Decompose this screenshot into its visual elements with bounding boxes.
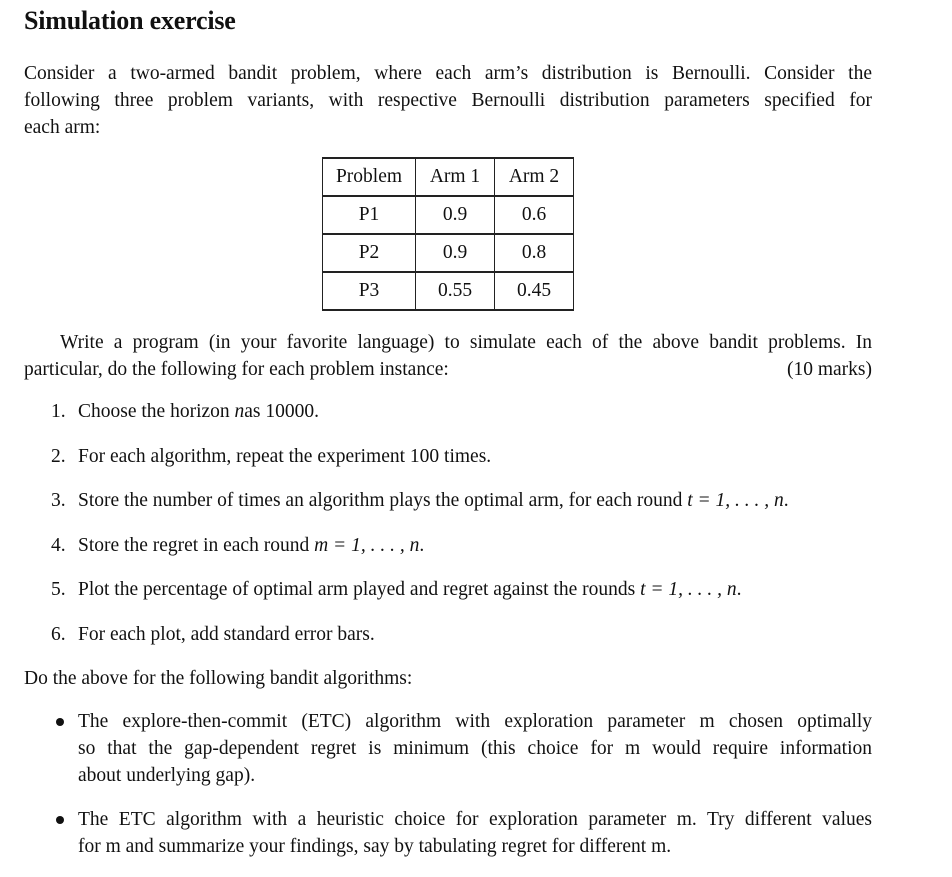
step-math: n bbox=[234, 401, 245, 422]
step-text: For each algorithm, repeat the experiment 100 times. bbox=[78, 445, 492, 467]
steps-list bbox=[51, 398, 789, 665]
list-item bbox=[51, 532, 789, 577]
table-row bbox=[323, 234, 574, 272]
table-header-row bbox=[323, 158, 574, 196]
step-text: Plot the percentage of optimal arm played and regret against the rounds bbox=[78, 579, 636, 600]
task-paragraph bbox=[24, 329, 872, 383]
step-number: 6. bbox=[51, 623, 66, 645]
step-math: m = 1, . . . , n bbox=[314, 534, 420, 556]
cell-arm-1: 0.55 bbox=[416, 272, 495, 310]
header-problem: Problem bbox=[323, 158, 416, 196]
task-line: Write a program (in your favorite language) to simulate each of the above bandit problems. In bbox=[60, 332, 872, 353]
page-title: Simulation exercise bbox=[24, 6, 236, 35]
intro-paragraph bbox=[24, 60, 872, 141]
step-text: Store the regret in each round bbox=[78, 534, 310, 556]
step-tail: as 10000. bbox=[244, 401, 320, 422]
cell-arm-1: 0.9 bbox=[416, 234, 495, 272]
cell-arm-2: 0.45 bbox=[495, 272, 574, 310]
step-tail: . bbox=[736, 579, 742, 600]
step-math: t = 1, . . . , n bbox=[640, 579, 737, 600]
marks-label: (10 marks) bbox=[786, 359, 872, 380]
algo-line: The ETC algorithm with a heuristic choice for exploration parameter m. Try different values bbox=[78, 809, 872, 830]
cell-problem: P1 bbox=[323, 196, 416, 234]
algo-line: about underlying gap). bbox=[78, 765, 256, 786]
step-tail: . bbox=[419, 534, 425, 556]
algorithms-list bbox=[54, 708, 872, 877]
list-item bbox=[51, 443, 789, 488]
step-number: 1. bbox=[51, 401, 66, 422]
algo-line: The explore-then-commit (ETC) algorithm with exploration parameter m chosen optimally bbox=[78, 711, 872, 732]
cell-problem: P3 bbox=[323, 272, 416, 310]
task-line: particular, do the following for each problem instance: bbox=[24, 359, 449, 380]
task-line-with-marks bbox=[24, 356, 872, 383]
algo-line: for m and summarize your findings, say by tabulating regret for different m. bbox=[78, 836, 672, 857]
intro-line: Consider a two-armed bandit problem, where each arm’s distribution is Bernoulli. Consider the bbox=[24, 63, 872, 84]
list-item bbox=[51, 576, 789, 621]
cell-arm-2: 0.6 bbox=[495, 196, 574, 234]
list-item bbox=[51, 621, 789, 666]
step-number: 4. bbox=[51, 534, 66, 556]
header-arm-1: Arm 1 bbox=[416, 158, 495, 196]
step-tail: . bbox=[783, 490, 789, 511]
algo-line: so that the gap-dependent regret is minimum (this choice for m would require information bbox=[78, 738, 872, 759]
step-math: t = 1, . . . , n bbox=[687, 490, 784, 511]
list-item bbox=[54, 708, 872, 789]
table-row bbox=[323, 272, 574, 310]
step-text: For each plot, add standard error bars. bbox=[78, 623, 375, 645]
list-item bbox=[54, 806, 872, 860]
intro-line: following three problem variants, with respective Bernoulli distribution parameters specified for bbox=[24, 90, 872, 111]
cell-arm-2: 0.8 bbox=[495, 234, 574, 272]
cell-arm-1: 0.9 bbox=[416, 196, 495, 234]
step-text: Choose the horizon bbox=[78, 401, 230, 422]
list-item bbox=[51, 398, 789, 443]
intro-line: each arm: bbox=[24, 117, 101, 138]
step-text: Store the number of times an algorithm plays the optimal arm, for each round bbox=[78, 490, 683, 511]
header-arm-2: Arm 2 bbox=[495, 158, 574, 196]
algorithms-heading: Do the above for the following bandit algorithms: bbox=[24, 668, 413, 689]
cell-problem: P2 bbox=[323, 234, 416, 272]
step-number: 2. bbox=[51, 445, 66, 467]
list-item bbox=[51, 487, 789, 532]
step-number: 3. bbox=[51, 490, 66, 511]
table-row bbox=[323, 196, 574, 234]
parameters-table bbox=[322, 157, 574, 311]
bullet-icon bbox=[56, 718, 64, 726]
step-number: 5. bbox=[51, 579, 66, 600]
bullet-icon bbox=[56, 816, 64, 824]
